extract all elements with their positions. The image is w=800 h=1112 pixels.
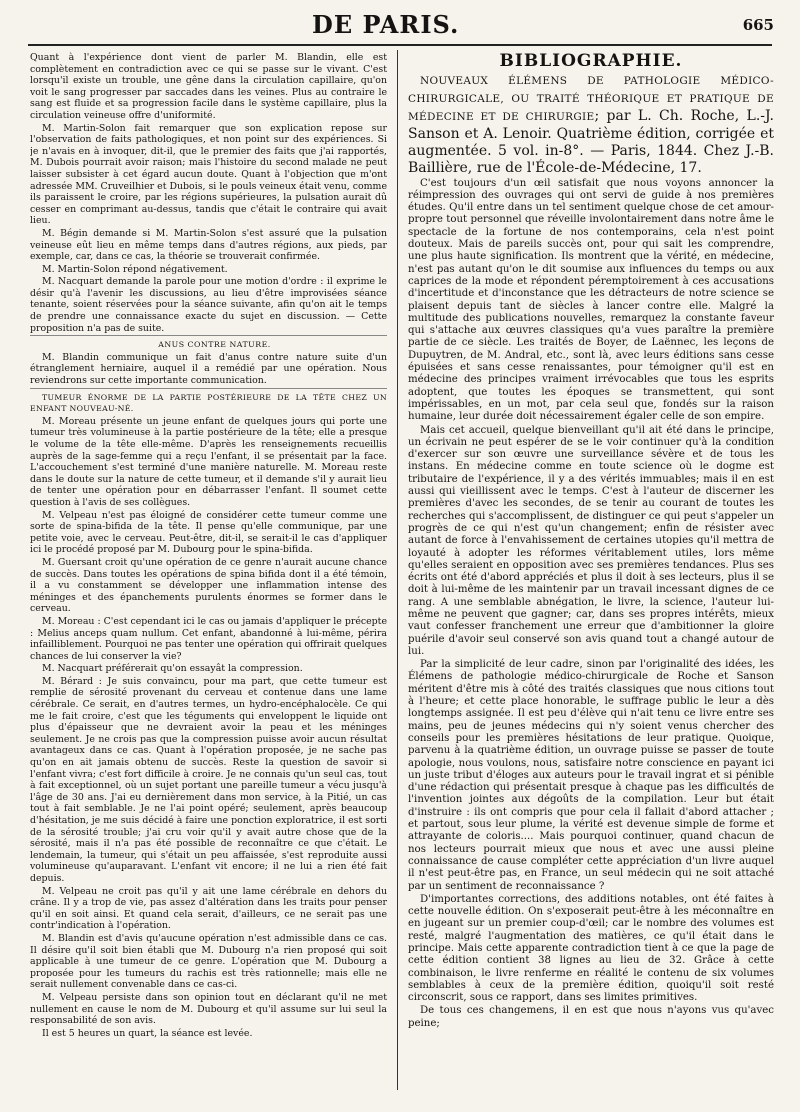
right-column [408, 52, 774, 1102]
paragraph: M. Nacquart demande la parole pour une motion d'ordre : il exprime le désir qu'à l'avenir les discussions, au lieu d'être improvisées séance tenante, soient réservées pour la séance suivante, afin qu'on ait le temps de prendre une connaissance exacte du sujet en discussion. — Cette proposition n'a pas de suite. [30, 276, 387, 334]
paragraph: M. Nacquart préférerait qu'on essayât la compression. [42, 663, 303, 675]
page-header [0, 10, 800, 40]
paragraph: M. Moreau présente un jeune enfant de quelques jours qui porte une tumeur très volumineuse à la partie postérieure de la tête; elle a presque le volume de la tête elle-même. D'après les renseignements recueillis auprès de la sage-femme qui a reçu l'enfant, il se présentait par la face. L'accouchement s'est terminé d'une manière naturelle. M. Moreau reste dans le doute sur la nature de cette tumeur, et il demande s'il y aurait lieu de tenter une opération pour en débarrasser l'enfant. Il soumet cette question à l'avis de ses collègues. [30, 415, 387, 508]
section-heading-anus: ANUS CONTRE NATURE. [30, 335, 387, 351]
paragraph: M. Blandin communique un fait d'anus contre nature suite d'un étranglement herniaire, auquel il a remédié par une opération. Nous reviendrons sur cette importante communication. [30, 351, 387, 387]
section-heading-tumeur: TUMEUR ÉNORME DE LA PARTIE POSTÉRIEURE DE LA TÊTE CHEZ UN ENFANT NOUVEAU-NÉ. [30, 388, 387, 415]
paragraph: M. Moreau : C'est cependant ici le cas ou jamais d'appliquer le précepte : Melius anceps quam nullum. Cet enfant, abandonné à lui-même, périra infailliblement. Pourquoi ne pas tenter une opération qui offrirait quelques chances de lui conserver la vie? [30, 615, 387, 662]
header-rule [28, 44, 772, 46]
paragraph: Mais cet accueil, quelque bienveillant qu'il ait été dans le principe, un écrivain ne peut espérer de se le voir continuer qu'à la condition d'exercer sur son œuvre une surveillance sévère et de tous les instans. En médecine comme en toute science où le dogme est tributaire de l'expérience, il y a des vérités immuables; mais il en est aussi qui vieillissent avec le temps. C'est à l'auteur de discerner les premières d'avec les secondes, de se tenir au courant de toutes les recherches qui s'accomplissent, de distinguer ce qui peut s'appeler un progrès de ce qui n'est qu'un changement; enfin de résister avec autant de force à l'envahissement de certaines utopies qu'il mettra de loyauté à adopter les réformes véritablement utiles, lors même qu'elles seraient en opposition avec ses premières tendances. Plus ses écrits ont été d'abord appréciés et plus il doit à ses lecteurs, plus il se doit à lui-même de les maintenir par un travail incessant dignes de ce rang. A une semblable abnégation, le livre, la science, l'auteur lui-même ne peuvent que gagner; car, dans ses propres intérêts, mieux vaut confesser franchement une erreur que d'ambitionner la gloire puérile d'avoir seul conservé son avis quand tout a changé autour de lui. [408, 424, 774, 657]
paragraph: M. Velpeau n'est pas éloigné de considérer cette tumeur comme une sorte de spina-bifida de la tête. Il pense qu'elle communique, par une petite voie, avec le cerveau. Peut-être, dit-il, se serait-il le cas d'appliquer ici le procédé proposé par M. Dubourg pour le spina-bifida. [30, 509, 387, 556]
book-title: NOUVEAUX ÉLÉMENS DE PATHOLOGIE MÉDICO-CHIRURGICALE, OU TRAITÉ THÉORIQUE ET PRATIQUE DE MÉDECINE ET DE CHIRURGIE [408, 74, 774, 123]
paragraph: D'importantes corrections, des additions notables, ont été faites à cette nouvelle édition. On s'exposerait peut-être à les méconnaître en en jugeant sur un premier coup-d'œil; car le nombre des volumes est resté, malgré l'augmentation des matières, ce qu'il était dans le principe. Mais cette apparente contradiction tient à ce que la page de cette édition contient 38 lignes au lieu de 32. Grâce à cette combinaison, le livre renferme en réalité le contenu de six volumes semblables à ceux de la première édition, quoiqu'il soit resté circonscrit, sous ce rapport, dans ses limites primitives. [408, 893, 774, 1004]
paragraph: M. Martin-Solon fait remarquer que son explication repose sur l'observation de faits pathologiques, et non point sur des expériences. Si je n'avais en à invoquer, dit-il, que le premier des faits que j'ai rapportés, M. Dubois pourrait avoir raison; mais l'histoire du second malade ne peut laisser subsister à cet égard aucun doute. Quant à l'objection que m'ont adressée MM. Cruveilhier et Dubois, si le pouls veineux était venu, comme ils paraissent le croire, par les régions supérieures, la pulsation aurait dû cesser en comprimant au-dessus, tandis que c'était le contraire qui avait lieu. [30, 122, 387, 227]
paragraph: M. Guersant croit qu'une opération de ce genre n'aurait aucune chance de succès. Dans toutes les opérations de spina bifida dont il a été témoin, il a vu constamment se développer une inflammation intense des méninges et des épanchements purulents énormes se former dans le cerveau. [30, 556, 387, 615]
column-divider [397, 50, 398, 1090]
paragraph: M. Bérard : Je suis convaincu, pour ma part, que cette tumeur est remplie de sérosité provenant du cerveau et contenue dans une lame cérébrale. Ce serait, en d'autres termes, un hydro-encéphalocèle. Ce qui me le fait croire, c'est que les téguments qui enveloppent le liquide ont plus d'épaisseur que ne devraient avoir la peau et les méninges seulement. Je ne crois pas que la compression puisse avoir aucun résultat avantageux dans ce cas. Quant à l'opération proposée, je ne sache pas qu'on en ait jamais obtenu de succès. Reste la question de savoir si l'enfant vivra; c'est fort difficile à croire. Je ne connais qu'un seul cas, tout à fait exceptionnel, où un sujet portant une pareille tumeur a vécu jusqu'à l'âge de 30 ans. J'ai eu dernièrement dans mon service, à la Pitié, un cas tout à fait semblable. Je ne l'ai point opéré; seulement, après beaucoup d'hésitation, je me suis décidé à faire une ponction exploratrice, il est sorti de la sérosité trouble; j'ai cru voir qu'il y avait autre chose que de la sérosité, mais il n'a pas été possible de reconnaître ce que c'était. Le lendemain, la tumeur, qui s'était un peu affaissée, s'est reproduite aussi volumineuse qu'auparavant. L'enfant vit encore; il ne lui a rien été fait depuis. [30, 675, 387, 884]
left-column [30, 52, 387, 1092]
book-reference [408, 72, 774, 177]
page-number: 665 [742, 16, 774, 34]
paragraph: De tous ces changemens, il en est que nous n'ayons vus qu'avec peine; [408, 1005, 774, 1029]
paragraph: Par la simplicité de leur cadre, sinon par l'originalité des idées, les Élémens de pathologie médico-chirurgicale de Roche et Sanson méritent d'être mis à côté des traités classiques que nous citions tout à l'heure; et cette place honorable, le suffrage public le leur a dès longtemps assignée. Il est peu d'élève qui n'ait tenu ce livre entre ses mains, peu de jeunes médecins qui n'y soient venus chercher des conseils pour les premières hésitations de leur pratique. Quoique, parvenu à la quatrième édition, un ouvrage puisse se passer de toute apologie, nous voulons, nous, satisfaire notre conscience en payant ici un juste tribut d'éloges aux auteurs pour le travail ingrat et si pénible d'une rédaction qui présentait presque à chaque pas les difficultés de l'invention jointes aux dégoûts de la compilation. Leur but était d'instruire : ils ont compris que pour cela il fallait d'abord attacher ; et partout, sous leur plume, la vérité est devenue simple de forme et attrayante de coloris.... Mais pourquoi continuer, quand chacun de nos lecteurs pourrait mieux que nous et avec une aussi pleine connaissance de cause compléter cette appréciation d'un livre auquel il n'est peut-être pas, en France, un seul médecin qui ne soit attaché par un sentiment de reconnaissance ? [408, 659, 774, 892]
paragraph: M. Velpeau ne croit pas qu'il y ait une lame cérébrale en dehors du crâne. Il y a trop de vie, pas assez d'altération dans les traits pour penser qu'il en soit ainsi. Et quand cela serait, d'ailleurs, ce ne serait pas une contr'indication à l'opération. [30, 885, 387, 932]
paragraph: Il est 5 heures un quart, la séance est levée. [42, 1027, 253, 1039]
paragraph: C'est toujours d'un œil satisfait que nous voyons annoncer la réimpression des ouvrages qui ont servi de guide à nos premières études. Qu'il entre dans un tel sentiment quelque chose de cet amour-propre tout personnel que réveille involontairement dans notre âme le spectacle de la fortune de nos contemporains, cela n'est point douteux. Mais de pareils succès ont, pour qui sait les comprendre, une plus haute signification. Ils montrent que la vérité, en médecine, n'est pas autant qu'on le dit soumise aux influences du temps ou aux caprices de la mode et répondent péremptoirement à ces accusations d'incertitude et d'inconstance que les détracteurs de notre science se plaisent depuis tant de siècles à lancer contre elle. Malgré la multitude des publications nouvelles, remarquez la constante faveur qui s'attache aux œuvres classiques qu'a vues paraître la première partie de ce siècle. Les traités de Boyer, de Laënnec, les leçons de Dupuytren, de M. Andral, etc., sont là, avec leurs éditions sans cesse épuisées et sans cesse renaissantes, pour témoigner qu'il est en médecine des principes vraiment irrévocables que tous les esprits adoptent, que toutes les époques se transmettent, qui sont impérissables, en un mot, par cela seul que, fondés sur la raison humaine, leur durée doit nécessairement égaler celle de son empire. [408, 177, 774, 423]
paragraph: M. Bégin demande si M. Martin-Solon s'est assuré que la pulsation veineuse eût lieu en même temps dans d'autres régions, aux pieds, par exemple, car, dans ce cas, la théorie se trouverait confirmée. [30, 227, 387, 263]
paragraph: Quant à l'expérience dont vient de parler M. Blandin, elle est complètement en contradiction avec ce qui se passe sur le vivant. C'est lorsqu'il existe un trouble, une gêne dans la circulation capillaire, qu'on voit le sang progresser par saccades dans les veines. Plus au contraire le sang est fluide et sa progression facile dans le système capillaire, plus la circulation veineuse offre d'uniformité. [30, 52, 387, 121]
paragraph: M. Martin-Solon répond négativement. [42, 263, 228, 275]
bibliography-heading: BIBLIOGRAPHIE. [499, 52, 683, 71]
book-details: ; par L. Ch. Roche, L.-J. Sanson et A. Lenoir. Quatrième édition, corrigée et augmentée. 5 vol. in-8°. — Paris, 1844. Chez J.-B. Baillière, rue de l'École-de-Médecine, 17. [408, 107, 774, 176]
masthead-title: DE PARIS. [312, 10, 460, 39]
paragraph: M. Blandin est d'avis qu'aucune opération n'est admissible dans ce cas. Il désire qu'il soit bien établi que M. Dubourg n'a rien proposé qui soit applicable à une tumeur de ce genre. L'opération que M. Dubourg a proposée pour les tumeurs du rachis est très rationnelle; mais elle ne serait nullement convenable dans ce cas-ci. [30, 932, 387, 991]
paragraph: M. Velpeau persiste dans son opinion tout en déclarant qu'il ne met nullement en cause le nom de M. Dubourg et qu'il assume sur lui seul la responsabilité de son avis. [30, 991, 387, 1027]
